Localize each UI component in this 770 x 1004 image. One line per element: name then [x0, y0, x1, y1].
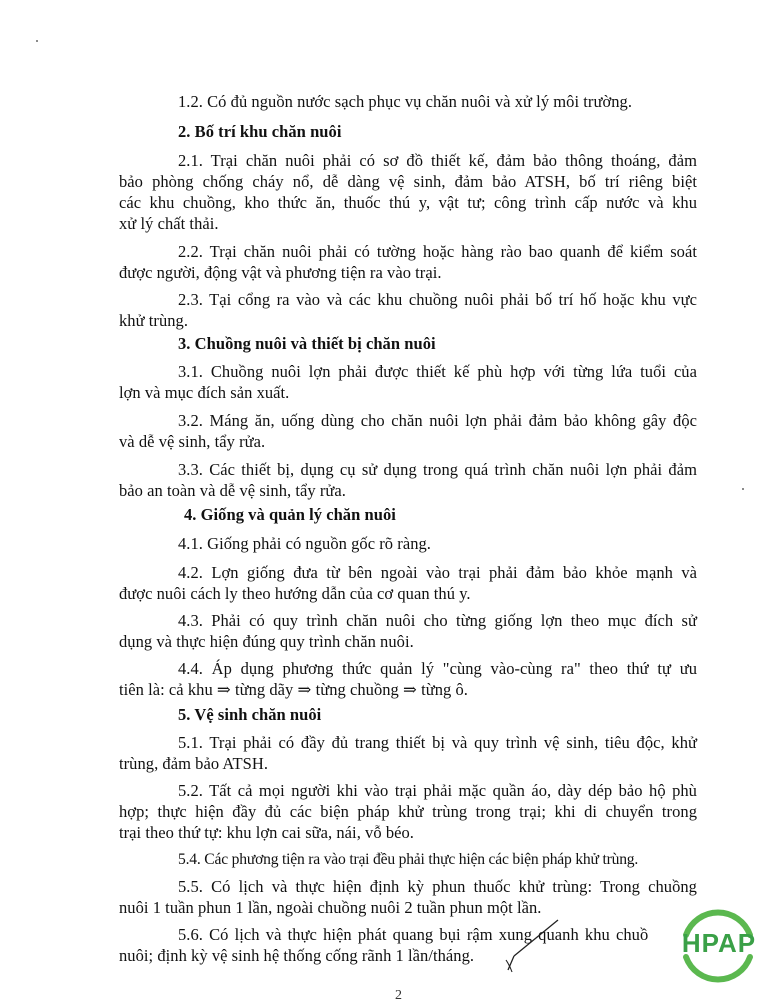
scan-speck — [36, 40, 38, 42]
para-5-2-cont: hợp; thực hiện đầy đủ các biện pháp khử trùng trong trại; khi di chuyển trong — [119, 802, 697, 821]
heading-3: 3. Chuồng nuôi và thiết bị chăn nuôi — [178, 334, 436, 353]
para-2-3-cont: khử trùng. — [119, 311, 189, 330]
para-2-1-cont: các khu chuồng, kho thức ăn, thuốc thú y, vật tư; công trình cấp nước và khu — [119, 193, 697, 212]
para-4-2-cont: được nuôi cách ly theo hướng dẫn của cơ quan thú y. — [119, 584, 471, 603]
para-3-3-cont: bảo an toàn và dễ vệ sinh, tẩy rửa. — [119, 481, 346, 500]
para-3-2: 3.2. Máng ăn, uống dùng cho chăn nuôi lợn phải đảm bảo không gây độc — [178, 411, 697, 430]
para-2-2: 2.2. Trại chăn nuôi phải có tường hoặc hàng rào bao quanh để kiểm soát — [178, 242, 697, 261]
page-number: 2 — [395, 988, 402, 1003]
para-4-4-cont: tiên là: cả khu ⇒ từng dãy ⇒ từng chuồng ⇒ từng ô. — [119, 680, 468, 699]
heading-4: 4. Giống và quản lý chăn nuôi — [184, 505, 396, 524]
para-4-2: 4.2. Lợn giống đưa từ bên ngoài vào trại phải đảm bảo khỏe mạnh và — [178, 563, 697, 582]
handwritten-mark — [498, 916, 568, 976]
scan-speck — [742, 488, 744, 490]
para-5-2-cont: trại theo thứ tự: khu lợn cai sữa, nái, vỗ béo. — [119, 823, 414, 842]
para-2-1-cont: bảo phòng chống cháy nổ, dễ dàng vệ sinh, đảm bảo ATSH, bố trí riêng biệt — [119, 172, 697, 191]
para-4-1: 4.1. Giống phải có nguồn gốc rõ ràng. — [178, 534, 431, 553]
para-5-1: 5.1. Trại phải có đầy đủ trang thiết bị và quy trình vệ sinh, tiêu độc, khử — [178, 733, 697, 752]
para-5-6-cont: nuôi; định kỳ vệ sinh hệ thống cống rãnh 1 lần/tháng. — [119, 946, 475, 965]
para-5-2: 5.2. Tất cả mọi người khi vào trại phải mặc quần áo, dày dép bảo hộ phù — [178, 781, 697, 800]
para-5-6: 5.6. Có lịch và thực hiện phát quang bụi rậm xung quanh khu chuồ — [178, 925, 649, 944]
para-4-3: 4.3. Phải có quy trình chăn nuôi cho từng giống lợn theo mục đích sử — [178, 611, 697, 630]
para-2-1-cont: xử lý chất thải. — [119, 214, 219, 233]
para-5-5-cont: nuôi 1 tuần phun 1 lần, ngoài chuồng nuôi 2 tuần phun một lần. — [119, 898, 542, 917]
para-3-1-cont: lợn và mục đích sản xuất. — [119, 383, 290, 402]
para-5-4: 5.4. Các phương tiện ra vào trại đều phải thực hiện các biện pháp khử trùng. — [178, 851, 639, 868]
para-3-2-cont: và dễ vệ sinh, tẩy rửa. — [119, 432, 266, 451]
para-4-4: 4.4. Áp dụng phương thức quản lý "cùng vào-cùng ra" theo thứ tự ưu — [178, 659, 697, 678]
para-2-2-cont: được người, động vật và phương tiện ra vào trại. — [119, 263, 442, 282]
logo-text: HPAP — [681, 928, 757, 958]
heading-2: 2. Bố trí khu chăn nuôi — [178, 122, 342, 141]
para-5-1-cont: trùng, đảm bảo ATSH. — [119, 754, 269, 773]
para-4-3-cont: dụng và thực hiện đúng quy trình chăn nuôi. — [119, 632, 414, 651]
para-3-3: 3.3. Các thiết bị, dụng cụ sử dụng trong quá trình chăn nuôi lợn phải đảm — [178, 460, 697, 479]
para-1-2: 1.2. Có đủ nguồn nước sạch phục vụ chăn nuôi và xử lý môi trường. — [178, 92, 633, 111]
heading-5: 5. Vệ sinh chăn nuôi — [178, 705, 322, 724]
para-2-1: 2.1. Trại chăn nuôi phải có sơ đồ thiết kế, đảm bảo thông thoáng, đảm — [178, 151, 697, 170]
para-2-3: 2.3. Tại cổng ra vào và các khu chuồng nuôi phải bố trí hố hoặc khu vực — [178, 290, 697, 309]
para-5-5: 5.5. Có lịch và thực hiện định kỳ phun thuốc khử trùng: Trong chuồng — [178, 877, 697, 896]
para-3-1: 3.1. Chuồng nuôi lợn phải được thiết kế phù hợp với từng lứa tuổi của — [178, 362, 697, 381]
